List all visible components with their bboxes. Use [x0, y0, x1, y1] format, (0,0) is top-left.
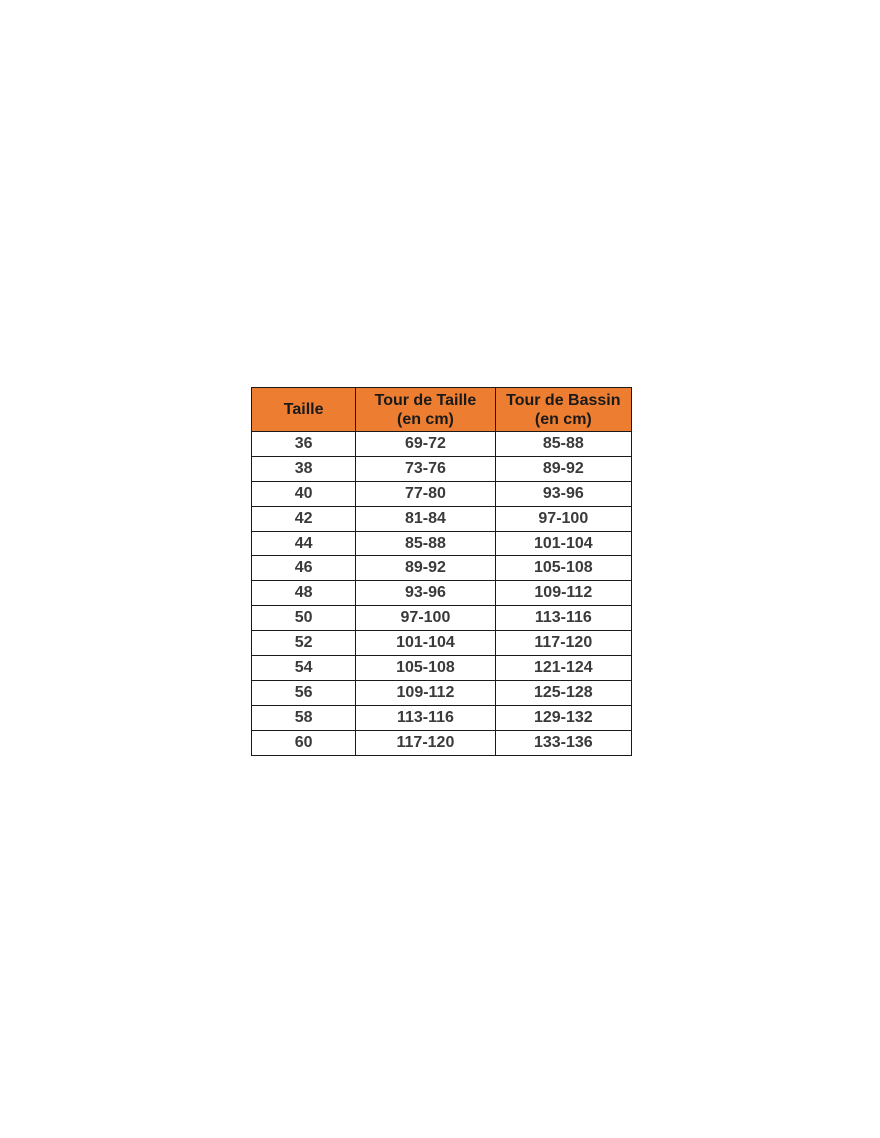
waist-cell: 113-116	[356, 705, 495, 730]
header-size-label: Taille	[283, 401, 324, 418]
size-cell: 38	[252, 456, 356, 481]
table-row	[252, 481, 632, 506]
header-hip-label: Tour de Bassin	[506, 391, 621, 409]
waist-cell: 89-92	[356, 556, 495, 581]
size-cell: 52	[252, 631, 356, 656]
table-row	[252, 506, 632, 531]
hip-cell: 89-92	[495, 456, 631, 481]
size-cell: 58	[252, 705, 356, 730]
hip-cell: 93-96	[495, 481, 631, 506]
header-hip-unit: (en cm)	[534, 410, 592, 428]
size-cell: 46	[252, 556, 356, 581]
waist-cell: 101-104	[356, 631, 495, 656]
size-cell: 60	[252, 730, 356, 755]
waist-cell: 73-76	[356, 456, 495, 481]
table-row	[252, 631, 632, 656]
hip-cell: 121-124	[495, 656, 631, 681]
size-chart-table	[251, 387, 632, 756]
waist-cell: 93-96	[356, 581, 495, 606]
table-header-row	[252, 388, 632, 432]
hip-cell: 129-132	[495, 705, 631, 730]
hip-cell: 105-108	[495, 556, 631, 581]
size-cell: 48	[252, 581, 356, 606]
size-cell: 44	[252, 531, 356, 556]
table-row	[252, 581, 632, 606]
waist-cell: 105-108	[356, 656, 495, 681]
hip-cell: 97-100	[495, 506, 631, 531]
size-cell: 54	[252, 656, 356, 681]
size-cell: 40	[252, 481, 356, 506]
hip-cell: 133-136	[495, 730, 631, 755]
waist-cell: 81-84	[356, 506, 495, 531]
waist-cell: 69-72	[356, 432, 495, 457]
table-row	[252, 456, 632, 481]
size-cell: 56	[252, 680, 356, 705]
size-cell: 36	[252, 432, 356, 457]
table-row	[252, 705, 632, 730]
table-body	[252, 432, 632, 756]
table-row	[252, 432, 632, 457]
table-row	[252, 656, 632, 681]
waist-cell: 117-120	[356, 730, 495, 755]
header-waist-unit: (en cm)	[396, 410, 454, 428]
table-row	[252, 680, 632, 705]
hip-cell: 113-116	[495, 606, 631, 631]
hip-cell: 101-104	[495, 531, 631, 556]
size-cell: 50	[252, 606, 356, 631]
waist-cell: 109-112	[356, 680, 495, 705]
header-waist	[356, 388, 495, 432]
header-hip	[495, 388, 631, 432]
table-row	[252, 730, 632, 755]
waist-cell: 97-100	[356, 606, 495, 631]
size-cell: 42	[252, 506, 356, 531]
table-row	[252, 531, 632, 556]
waist-cell: 77-80	[356, 481, 495, 506]
table-row	[252, 556, 632, 581]
header-waist-label: Tour de Taille	[374, 391, 477, 409]
hip-cell: 125-128	[495, 680, 631, 705]
hip-cell: 109-112	[495, 581, 631, 606]
waist-cell: 85-88	[356, 531, 495, 556]
hip-cell: 117-120	[495, 631, 631, 656]
header-size	[252, 388, 356, 432]
hip-cell: 85-88	[495, 432, 631, 457]
table-row	[252, 606, 632, 631]
